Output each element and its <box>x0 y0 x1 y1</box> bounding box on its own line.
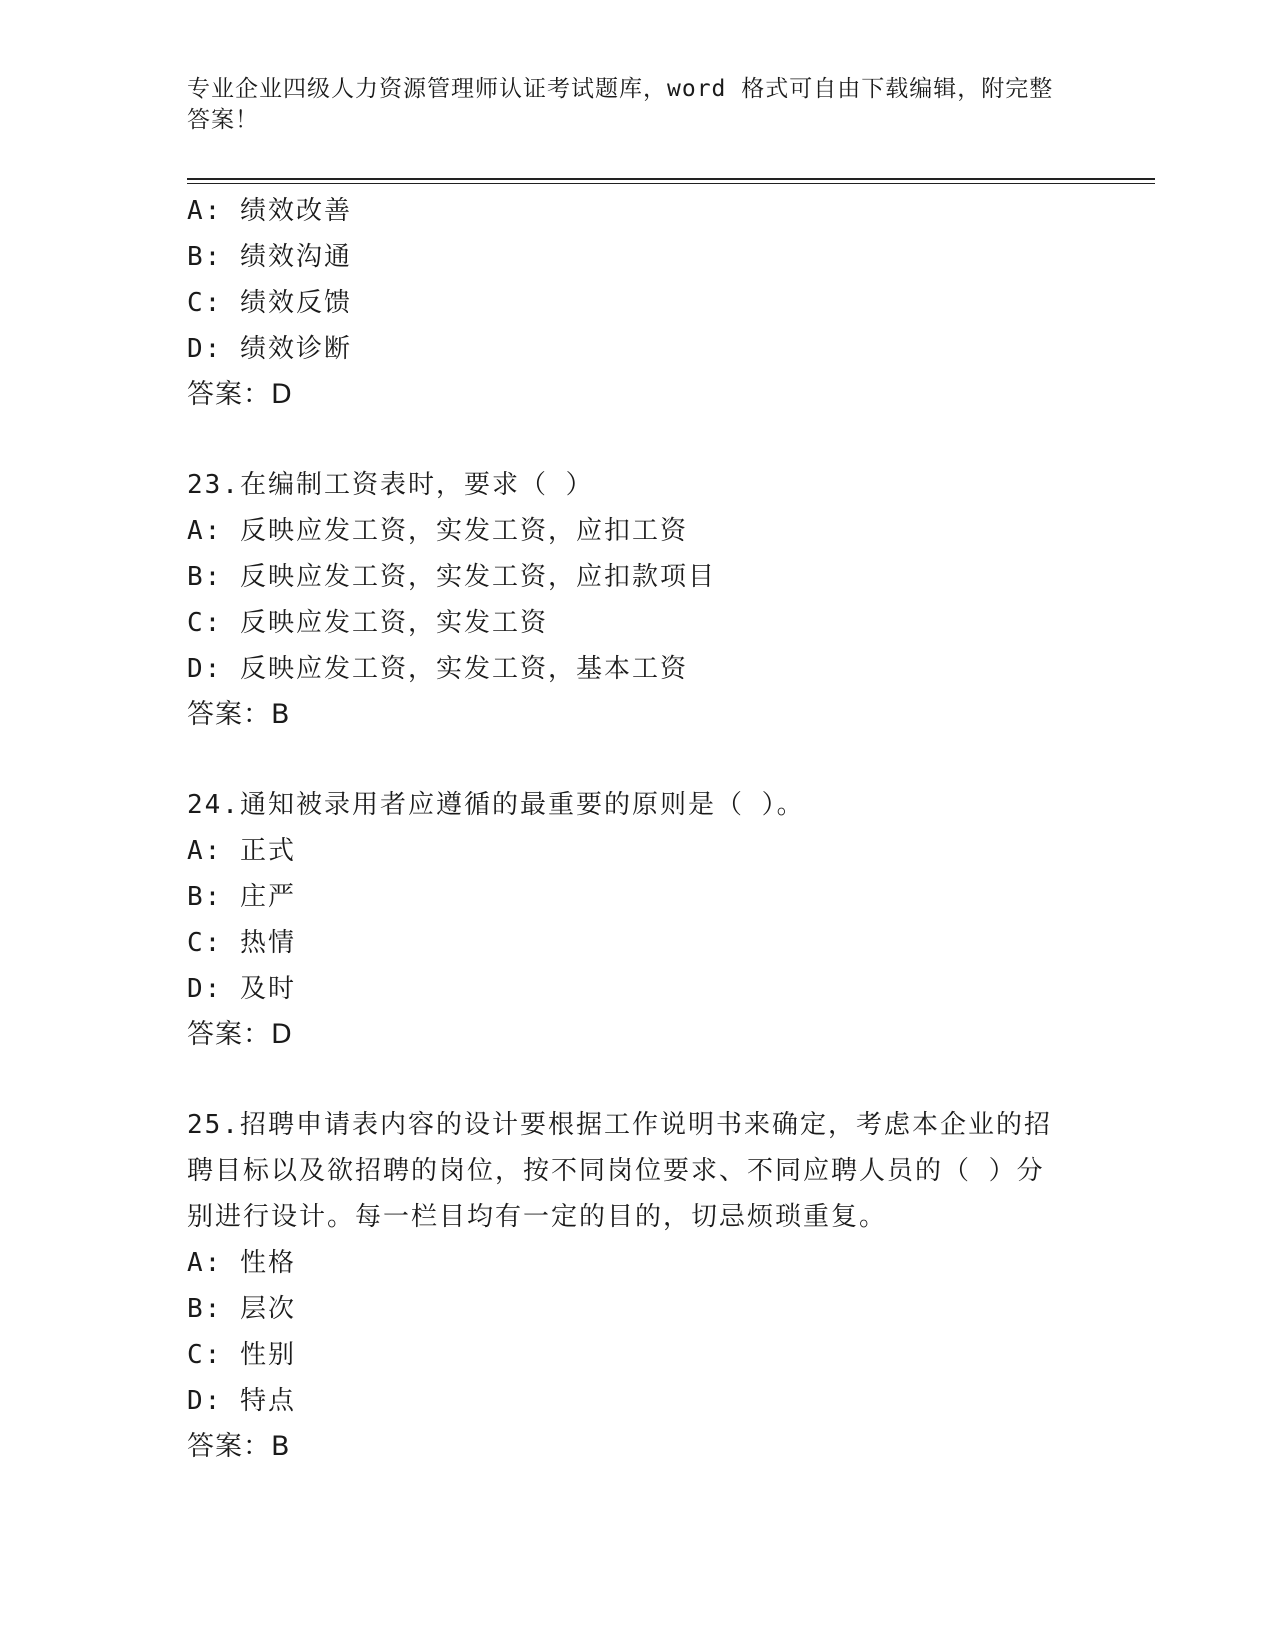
question-23 <box>187 462 1087 738</box>
answer: 答案：D <box>187 1019 293 1050</box>
question-stem-line-1: 25.招聘申请表内容的设计要根据工作说明书来确定，考虑本企业的招 <box>187 1110 1052 1140</box>
option-b: B: 绩效沟通 <box>187 242 352 272</box>
question-stem-line-3: 别进行设计。每一栏目均有一定的目的，切忌烦琐重复。 <box>187 1202 888 1232</box>
question-25 <box>187 1102 1087 1470</box>
spacer <box>187 738 1087 782</box>
question-stem: 24.通知被录用者应遵循的最重要的原则是（ ）。 <box>187 790 805 820</box>
answer: 答案：D <box>187 379 293 410</box>
option-c: C: 性别 <box>187 1340 296 1370</box>
spacer <box>187 418 1087 462</box>
option-d: D: 及时 <box>187 974 296 1004</box>
option-d: D: 特点 <box>187 1386 296 1416</box>
header-rule-thin <box>187 183 1155 184</box>
spacer <box>187 1058 1087 1102</box>
page-header <box>187 74 1067 136</box>
option-b: B: 层次 <box>187 1294 296 1324</box>
option-a: A: 性格 <box>187 1248 296 1278</box>
option-a: A: 绩效改善 <box>187 196 352 226</box>
option-c: C: 反映应发工资，实发工资 <box>187 608 548 638</box>
option-b: B: 反映应发工资，实发工资，应扣款项目 <box>187 562 716 592</box>
option-d: D: 绩效诊断 <box>187 334 352 364</box>
option-b: B: 庄严 <box>187 882 296 912</box>
answer: 答案：B <box>187 1431 291 1462</box>
option-c: C: 绩效反馈 <box>187 288 352 318</box>
question-22 <box>187 188 1087 418</box>
header-rule-thick <box>187 178 1155 180</box>
header-title: 专业企业四级人力资源管理师认证考试题库，word 格式可自由下载编辑，附完整答案！ <box>187 76 1054 133</box>
question-stem-line-2: 聘目标以及欲招聘的岗位，按不同岗位要求、不同应聘人员的（ ）分 <box>187 1156 1045 1186</box>
question-stem: 23.在编制工资表时，要求（ ） <box>187 470 594 500</box>
option-d: D: 反映应发工资，实发工资，基本工资 <box>187 654 688 684</box>
option-a: A: 正式 <box>187 836 296 866</box>
question-24 <box>187 782 1087 1058</box>
answer: 答案：B <box>187 699 291 730</box>
option-a: A: 反映应发工资，实发工资，应扣工资 <box>187 516 688 546</box>
option-c: C: 热情 <box>187 928 296 958</box>
question-list <box>187 188 1087 1470</box>
